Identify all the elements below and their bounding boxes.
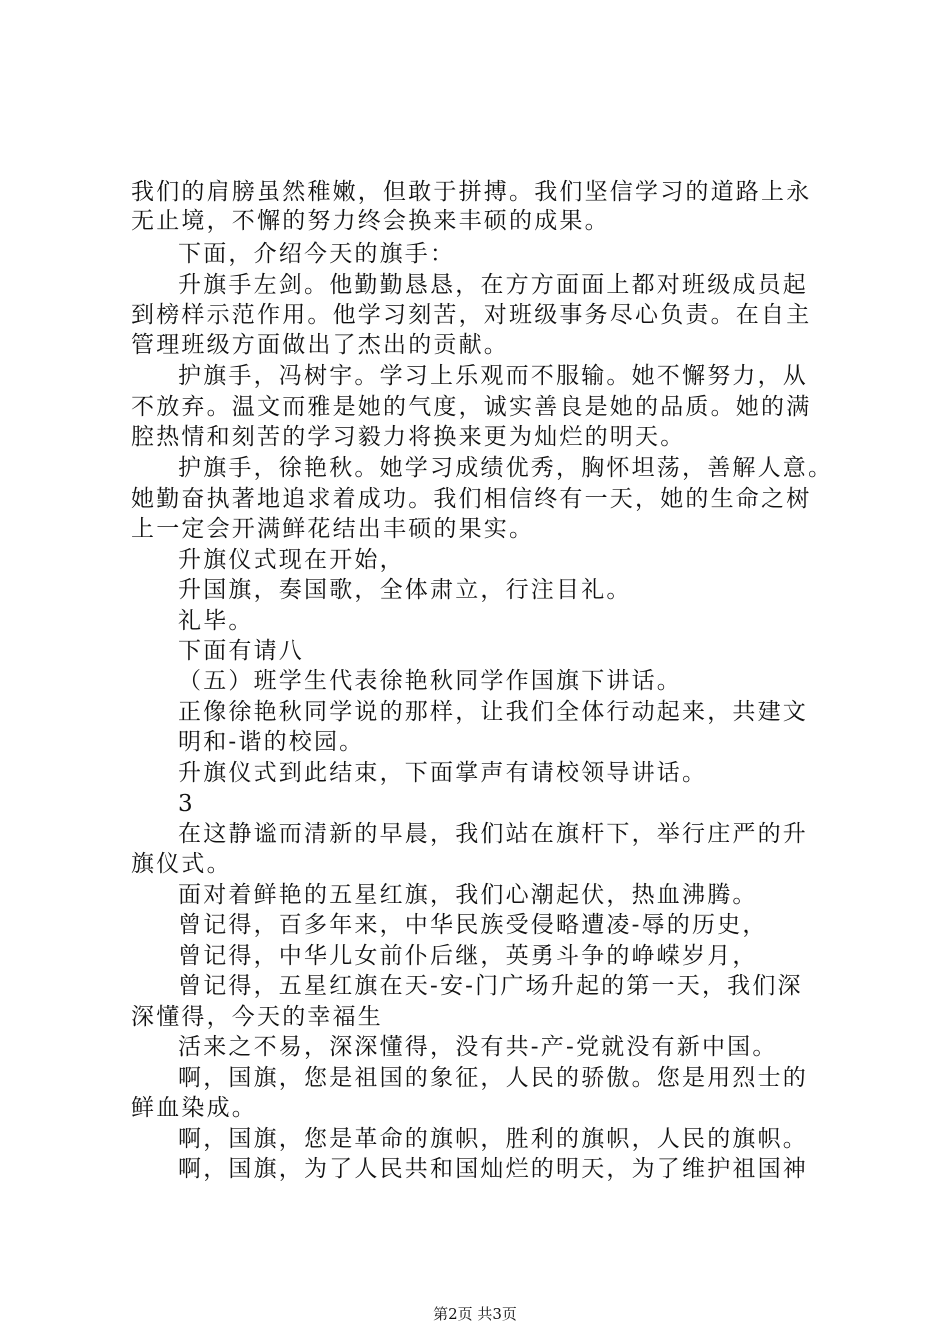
text-line: 护旗手，冯树宇。学习上乐观而不服输。她不懈努力，从 [178, 363, 808, 389]
text-line: 曾记得，中华儿女前仆后继，英勇斗争的峥嵘岁月， [178, 943, 758, 969]
text-line: 管理班级方面做出了杰出的贡献。 [131, 332, 509, 358]
text-line: 曾记得，百多年来，中华民族受侵略遭凌-辱的历史， [178, 912, 768, 938]
text-line: 啊，国旗，您是祖国的象征，人民的骄傲。您是用烈士的 [178, 1065, 808, 1091]
text-line: 升旗仪式到此结束，下面掌声有请校领导讲话。 [178, 760, 708, 786]
text-line: 明和-谐的校园。 [178, 729, 365, 755]
text-line: 升旗仪式现在开始， [178, 547, 405, 573]
text-line: 无止境，不懈的努力终会换来丰硕的成果。 [131, 208, 610, 234]
text-line: 礼毕。 [178, 608, 254, 634]
text-line: 升旗手左剑。他勤勤恳恳，在方方面面上都对班级成员起 [178, 272, 808, 298]
text-line: 面对着鲜艳的五星红旗，我们心潮起伏，热血沸腾。 [178, 882, 758, 908]
text-line: 下面有请八 [178, 638, 304, 664]
text-line: 她勤奋执著地追求着成功。我们相信终有一天，她的生命之树 [131, 486, 812, 512]
text-line: 活来之不易，深深懂得，没有共-产-党就没有新中国。 [178, 1034, 778, 1060]
text-line: 上一定会开满鲜花结出丰硕的果实。 [131, 516, 535, 542]
text-line: 3 [178, 791, 195, 817]
text-line: 曾记得，五星红旗在天-安-门广场升起的第一天，我们深 [178, 973, 803, 999]
text-line: 在这静谧而清新的早晨，我们站在旗杆下，举行庄严的升 [178, 821, 808, 847]
text-line: 鲜血染成。 [131, 1095, 257, 1121]
text-line: 升国旗，奏国歌，全体肃立，行注目礼。 [178, 577, 632, 603]
text-line: 旗仪式。 [131, 851, 232, 877]
text-line: 正像徐艳秋同学说的那样，让我们全体行动起来，共建文 [178, 699, 808, 725]
text-line: （五）班学生代表徐艳秋同学作国旗下讲话。 [178, 668, 682, 694]
text-line: 腔热情和刻苦的学习毅力将换来更为灿烂的明天。 [131, 424, 686, 450]
text-line: 我们的肩膀虽然稚嫩，但敢于拼搏。我们坚信学习的道路上永 [131, 179, 812, 205]
text-line: 啊，国旗，为了人民共和国灿烂的明天，为了维护祖国神 [178, 1156, 808, 1182]
text-line: 啊，国旗，您是革命的旗帜，胜利的旗帜，人民的旗帜。 [178, 1126, 808, 1152]
text-line: 护旗手，徐艳秋。她学习成绩优秀，胸怀坦荡，善解人意。 [178, 455, 834, 481]
page-number: 第2页 共3页 [433, 1305, 517, 1323]
text-line: 不放弃。温文而雅是她的气度，诚实善良是她的品质。她的满 [131, 394, 812, 420]
text-line: 深懂得，今天的幸福生 [131, 1004, 383, 1030]
text-line: 到榜样示范作用。他学习刻苦，对班级事务尽心负责。在自主 [131, 302, 812, 328]
text-line: 下面，介绍今天的旗手： [178, 241, 456, 267]
